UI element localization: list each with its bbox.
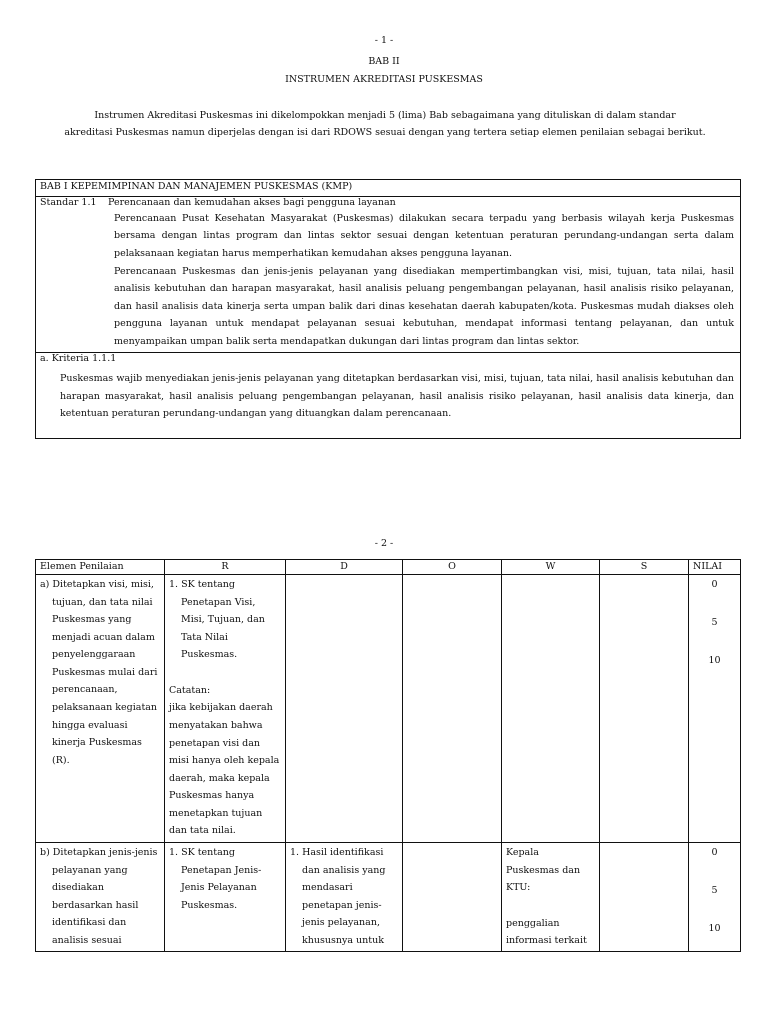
cell-r	[165, 843, 286, 952]
assessment-table	[35, 559, 741, 952]
page-title: INSTRUMEN AKREDITASI PUSKESMAS	[285, 74, 483, 85]
kriteria-label: a. Kriteria 1.1.1	[40, 353, 117, 365]
header-nilai: NILAI	[689, 560, 741, 575]
box-header: BAB I KEPEMIMPINAN DAN MANAJEMEN PUSKESMAS (KMP)	[36, 180, 740, 197]
standard-body	[40, 210, 736, 351]
nilai-value: 10	[708, 923, 721, 934]
cell-o	[403, 843, 502, 952]
r-item: 1. SK tentang Penetapan Visi, Misi, Tujuan, dan Tata Nilai Puskesmas.	[169, 579, 265, 661]
cell-s	[600, 575, 689, 843]
nilai-value: 0	[711, 579, 718, 590]
standard-title: Perencanaan dan kemudahan akses bagi pengguna layanan	[108, 197, 396, 208]
cell-d	[286, 843, 403, 952]
table-row	[36, 843, 741, 952]
note-label: Catatan:	[169, 684, 211, 696]
header-o: O	[403, 560, 502, 575]
standard-box	[35, 179, 741, 439]
header-elemen: Elemen Penilaian	[36, 560, 165, 575]
cell-s	[600, 843, 689, 952]
cell-w	[502, 575, 600, 843]
cell-elemen: a) Ditetapkan visi, misi, tujuan, dan tata nilai Puskesmas yang menjadi acuan dalam penyelenggaraan Puskesmas mulai dari perencanaan, pelaksanaan kegiatan hingga evaluasi kinerja Puskesmas (R).	[36, 575, 165, 843]
nilai-value: 10	[708, 655, 721, 666]
nilai-value: 0	[711, 847, 718, 858]
cell-o	[403, 575, 502, 843]
kriteria-text: Puskesmas wajib menyediakan jenis-jenis pelayanan yang ditetapkan berdasarkan visi, misi, tujuan, tata nilai, hasil analisis kebutuhan dan harapan masyarakat, hasil analisis peluang pengembangan pelayanan, hasil analisis risiko pelayanan, hasil analisis data kinerja, dan ketentuan peraturan perundang-undangan yang dituangkan dalam perencanaan.	[60, 373, 734, 420]
standard-label: Standar 1.1	[40, 197, 97, 208]
nilai-value: 5	[711, 885, 718, 896]
header-w: W	[502, 560, 600, 575]
nilai-value: 5	[711, 617, 718, 628]
chapter-label: BAB II	[368, 56, 400, 67]
w-line-2: penggalian informasi terkait	[506, 917, 587, 947]
cell-nilai	[689, 843, 741, 952]
intro-line-1: Instrumen Akreditasi Puskesmas ini dikelompokkan menjadi 5 (lima) Bab sebagaimana yang dituliskan di dalam standar	[94, 110, 676, 121]
intro-line-2: akreditasi Puskesmas namun diperjelas dengan isi dari RDOWS sesuai dengan yang tertera setiap elemen penilaian sebagai berikut.	[64, 126, 706, 138]
kriteria-section	[36, 353, 740, 438]
header-s: S	[600, 560, 689, 575]
cell-r	[165, 575, 286, 843]
standard-section	[36, 197, 740, 353]
intro-paragraph	[60, 108, 710, 141]
note-text: jika kebijakan daerah menyatakan bahwa penetapan visi dan misi hanya oleh kepala daerah, maka kepala Puskesmas hanya menetapkan tujuan dan tata nilai.	[169, 702, 280, 837]
cell-nilai	[689, 575, 741, 843]
table-header-row	[36, 560, 741, 575]
cell-d	[286, 575, 403, 843]
w-line-1: Kepala Puskesmas dan KTU:	[506, 847, 581, 894]
r-item: 1. SK tentang Penetapan Jenis-Jenis Pelayanan Puskesmas.	[169, 847, 262, 911]
cell-w	[502, 843, 600, 952]
header-r: R	[165, 560, 286, 575]
page-number-2: - 2 -	[374, 538, 394, 549]
table-row	[36, 575, 741, 843]
standard-paragraph-1: Perencanaan Pusat Kesehatan Masyarakat (Puskesmas) dilakukan secara terpadu yang berbasis wilayah kerja Puskesmas bersama dengan lintas program dan lintas sektor sesuai dengan ketentuan peraturan perundang-undangan serta dalam pelaksanaan kegiatan harus memperhatikan kemudahan akses pengguna layanan.	[114, 212, 734, 259]
cell-elemen: b) Ditetapkan jenis-jenis pelayanan yang disediakan berdasarkan hasil identifikasi dan analisis sesuai	[36, 843, 165, 952]
standard-paragraph-2: Perencanaan Puskesmas dan jenis-jenis pelayanan yang disediakan mempertimbangkan visi, misi, tujuan, tata nilai, hasil analisis kebutuhan dan harapan masyarakat, hasil analisis peluang pengembangan pelayanan, hasil analisis risiko pelayanan, dan hasil analisis data kinerja serta umpan balik dari dinas kesehatan daerah kabupaten/kota. Puskesmas mudah diakses oleh pengguna layanan untuk mendapat pelayanan sesuai kebutuhan, mendapat informasi tentang pelayanan, dan untuk menyampaikan umpan balik serta mendapatkan dukungan dari lintas program dan lintas sektor.	[114, 265, 734, 347]
header-d: D	[286, 560, 403, 575]
page-number: - 1 -	[374, 35, 394, 46]
d-item: 1. Hasil identifikasi dan analisis yang mendasari penetapan jenis-jenis pelayanan, khususnya untuk	[290, 847, 386, 946]
